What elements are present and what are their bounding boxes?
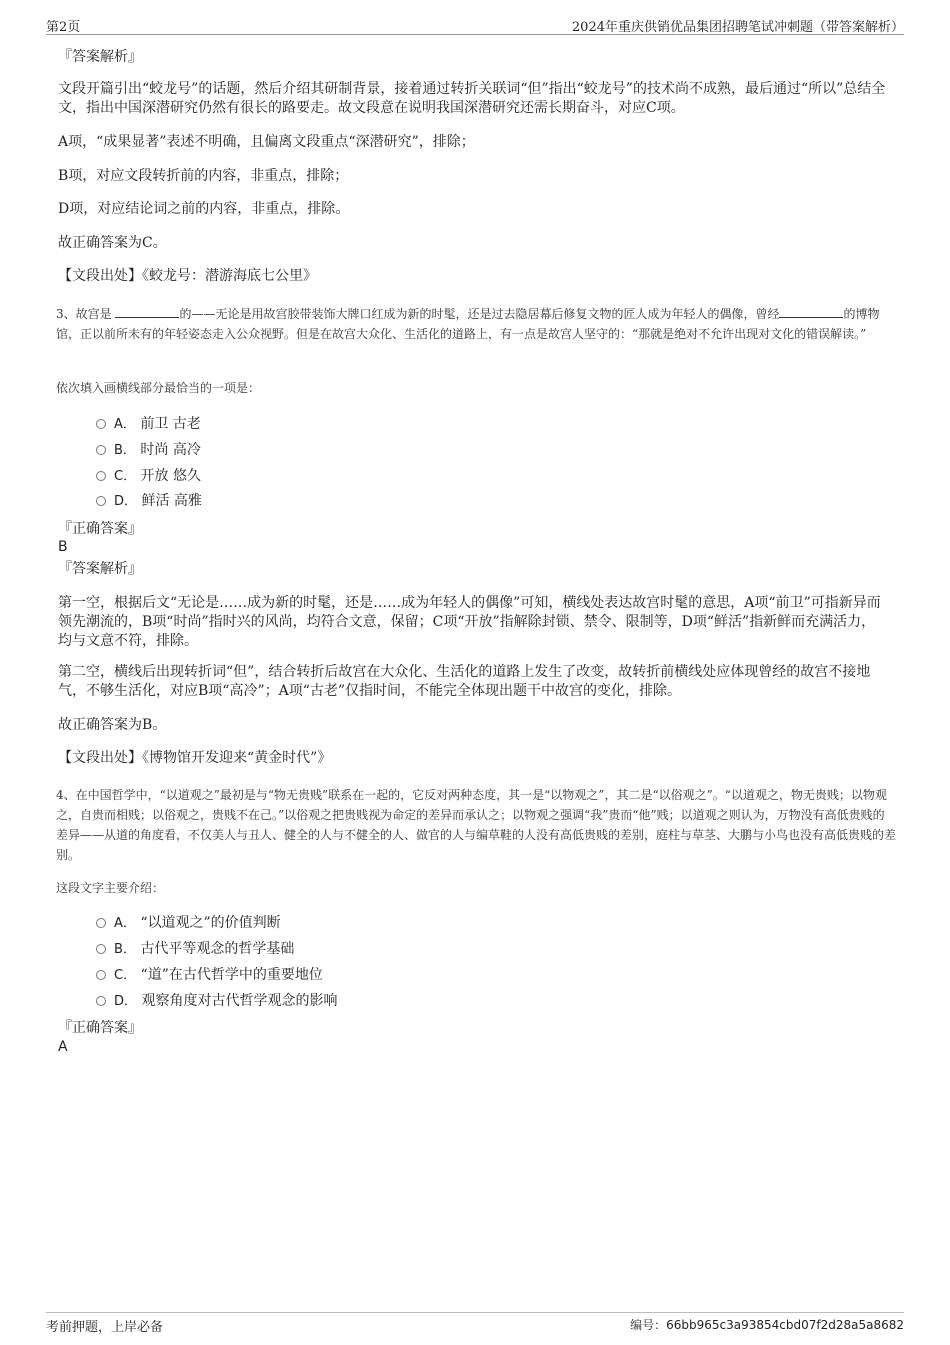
q4-correct-label: 『正确答案』 (58, 1020, 142, 1036)
q3-text-part3: 的博物馆，正以前所未有的年轻姿态走入公众视野。但是在故宫大众化、生活化的道路上，有一点是故宫人坚守的：“那就是绝对不允许出现对文化的错误解读。” (56, 307, 880, 341)
q4-option-d[interactable]: D． 观察角度对古代哲学观念的影响 (96, 991, 337, 1011)
q3-blank-1 (115, 305, 179, 318)
q2-analysis-para3: B项，对应文段转折前的内容，非重点，排除； (58, 168, 349, 184)
q3-correct-answer: B (58, 539, 68, 555)
q3-question-text (56, 304, 896, 344)
q3-blank-2 (779, 305, 843, 318)
footer-slogan: 考前押题，上岸必备 (46, 1320, 164, 1335)
q2-analysis-para1: 文段开篇引出“蛟龙号”的话题，然后介绍其研制背景，接着通过转折关联词“但”指出“蛟龙号”的技术尚不成熟，最后通过“所以”总结全文，指出中国深潜研究仍然有很长的路要走。故文段意在说明我国深潜研究还需长期奋斗，对应C项。 (58, 81, 886, 116)
radio-icon[interactable] (96, 445, 106, 455)
radio-icon[interactable] (96, 496, 106, 506)
q4-option-a[interactable]: A． “以道观之”的价值判断 (96, 913, 281, 933)
page-header (46, 14, 904, 35)
q4-option-c[interactable]: C． “道”在古代哲学中的重要地位 (96, 965, 323, 985)
q4-prompt: 这段文字主要介绍： (56, 881, 165, 895)
document-code: 编号：66bb965c3a93854cbd07f2d28a5a8682 (630, 1318, 904, 1332)
q2-conclusion: 故正确答案为C。 (58, 235, 167, 251)
q2-analysis-para4: D项，对应结论词之前的内容，非重点，排除。 (58, 201, 350, 217)
document-title: 2024年重庆供销优品集团招聘笔试冲刺题（带答案解析） (571, 20, 904, 35)
radio-icon[interactable] (96, 419, 106, 429)
q3-option-d[interactable]: D． 鲜活 高雅 (96, 491, 202, 511)
q4-question-text: 4、在中国哲学中，“以道观之”最初是与“物无贵贱”联系在一起的，它反对两种态度，其一是“以物观之”，其二是“以俗观之”。“以道观之，物无贵贱；以物观之，自贵而相贱；以俗观之，贵贱不在己。”以俗观之把贵贱视为命定的差异而承认之；以物观之强调“我”贵而“他”贱；以道观之则认为，万物没有高低贵贱的差异——从道的角度看，不仅美人与丑人、健全的人与不健全的人、做官的人与编草鞋的人没有高低贵贱的差别，庭柱与草茎、大鹏与小鸟也没有高低贵贱的差别。 (56, 788, 897, 862)
page-footer (46, 1312, 904, 1335)
q3-analysis-label: 『答案解析』 (58, 561, 142, 577)
q3-text-part1: 3、故宫是 (56, 307, 112, 321)
q3-text-part2: 的——无论是用故宫胶带装饰大牌口红成为新的时髦，还是过去隐居幕后修复文物的匠人成为年轻人的偶像，曾经 (179, 307, 780, 321)
q3-analysis-para2: 第二空，横线后出现转折词“但”，结合转折后故宫在大众化、生活化的道路上发生了改变，故转折前横线处应体现曾经的故宫不接地气，不够生活化，对应B项“高冷”；A项“古老”仅指时间，不能完全体现出题干中故宫的变化，排除。 (58, 664, 871, 699)
q3-correct-label: 『正确答案』 (58, 521, 142, 537)
radio-icon[interactable] (96, 996, 106, 1006)
radio-icon[interactable] (96, 970, 106, 980)
q2-analysis-para2: A项，“成果显著”表述不明确，且偏离文段重点“深潜研究”，排除； (58, 134, 475, 150)
q4-correct-answer: A (58, 1039, 68, 1055)
q3-option-c[interactable]: C． 开放 悠久 (96, 466, 201, 486)
page-number: 第2页 (46, 20, 81, 35)
q3-source: 【文段出处】《博物馆开发迎来“黄金时代”》 (58, 750, 332, 766)
radio-icon[interactable] (96, 918, 106, 928)
radio-icon[interactable] (96, 944, 106, 954)
q3-prompt: 依次填入画横线部分最恰当的一项是： (56, 381, 261, 395)
q3-option-b[interactable]: B． 时尚 高冷 (96, 440, 201, 460)
q3-analysis-para1: 第一空，根据后文“无论是……成为新的时髦，还是……成为年轻人的偶像”可知，横线处表达故宫时髦的意思，A项“前卫”可指新异而领先潮流的，B项“时尚”指时兴的风尚，均符合文意，保留；C项“开放”指解除封锁、禁令、限制等，D项“鲜活”指新鲜而充满活力，均与文意不符，排除。 (58, 595, 881, 649)
q2-analysis-label: 『答案解析』 (58, 49, 142, 65)
q3-option-a[interactable]: A． 前卫 古老 (96, 414, 201, 434)
radio-icon[interactable] (96, 471, 106, 481)
q4-option-b[interactable]: B． 古代平等观念的哲学基础 (96, 939, 294, 959)
q3-conclusion: 故正确答案为B。 (58, 717, 167, 733)
q2-source: 【文段出处】《蛟龙号：潜游海底七公里》 (58, 268, 317, 284)
